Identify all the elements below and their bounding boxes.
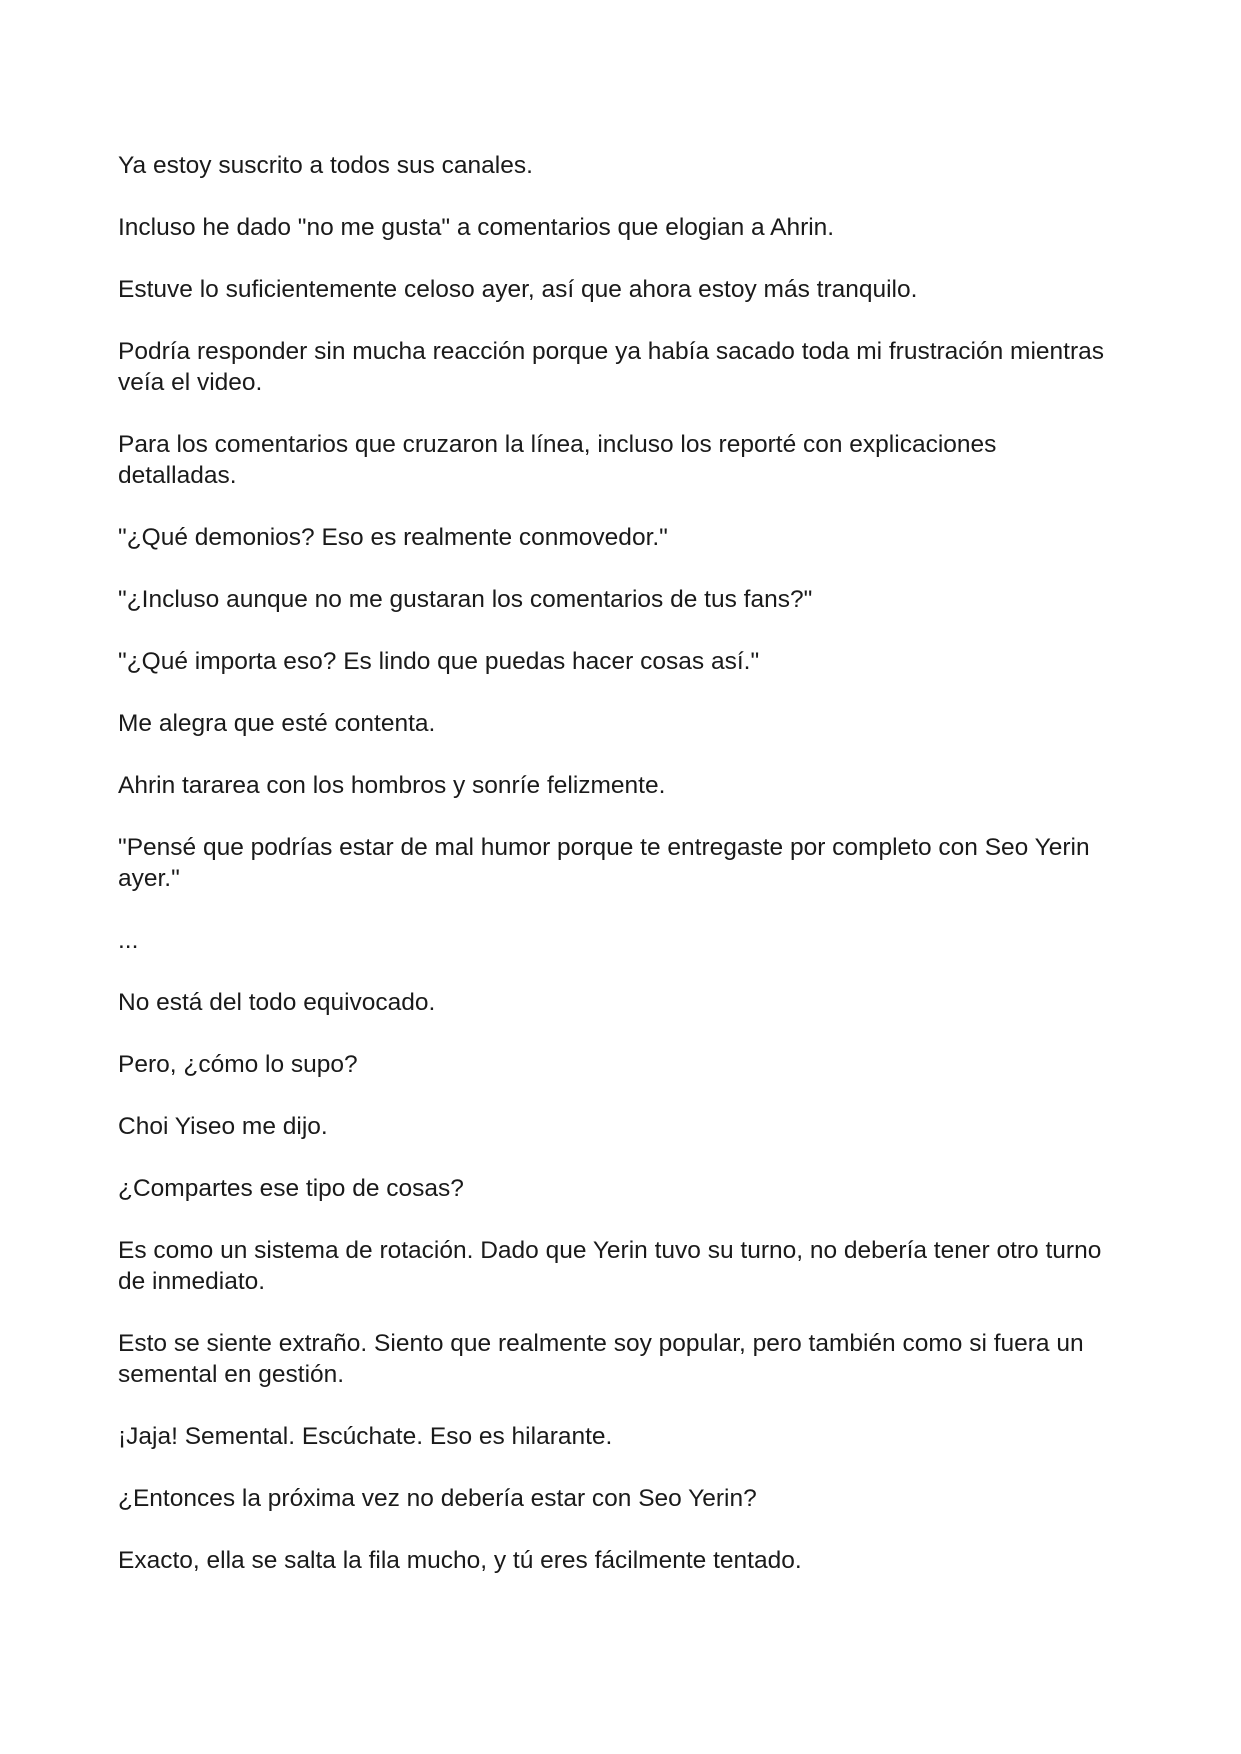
paragraph: "Pensé que podrías estar de mal humor porque te entregaste por completo con Seo Yerin ayer." — [118, 834, 1090, 892]
paragraph: Incluso he dado "no me gusta" a comentarios que elogian a Ahrin. — [118, 214, 835, 241]
paragraph: Exacto, ella se salta la fila mucho, y tú eres fácilmente tentado. — [118, 1547, 802, 1574]
paragraph: Esto se siente extraño. Siento que realmente soy popular, pero también como si fuera un semental en gestión. — [118, 1330, 1084, 1388]
paragraph: Ahrin tararea con los hombros y sonríe felizmente. — [118, 772, 666, 799]
paragraph: Es como un sistema de rotación. Dado que Yerin tuvo su turno, no debería tener otro turno de inmediato. — [118, 1237, 1102, 1295]
paragraph: Choi Yiseo me dijo. — [118, 1113, 328, 1140]
paragraph: "¿Qué importa eso? Es lindo que puedas hacer cosas así." — [118, 648, 760, 675]
paragraph: ... — [118, 927, 139, 954]
paragraph: Pero, ¿cómo lo supo? — [118, 1051, 358, 1078]
document-body — [118, 150, 1118, 1607]
paragraph: ¿Compartes ese tipo de cosas? — [118, 1175, 464, 1202]
paragraph: "¿Qué demonios? Eso es realmente conmovedor." — [118, 524, 668, 551]
paragraph: Me alegra que esté contenta. — [118, 710, 436, 737]
paragraph: No está del todo equivocado. — [118, 989, 436, 1016]
paragraph: ¿Entonces la próxima vez no debería estar con Seo Yerin? — [118, 1485, 757, 1512]
paragraph: ¡Jaja! Semental. Escúchate. Eso es hilarante. — [118, 1423, 613, 1450]
paragraph: "¿Incluso aunque no me gustaran los comentarios de tus fans?" — [118, 586, 813, 613]
paragraph: Para los comentarios que cruzaron la línea, incluso los reporté con explicaciones detalladas. — [118, 431, 997, 489]
paragraph: Estuve lo suficientemente celoso ayer, así que ahora estoy más tranquilo. — [118, 276, 918, 303]
paragraph: Podría responder sin mucha reacción porque ya había sacado toda mi frustración mientras veía el video. — [118, 338, 1104, 396]
paragraph: Ya estoy suscrito a todos sus canales. — [118, 152, 533, 179]
